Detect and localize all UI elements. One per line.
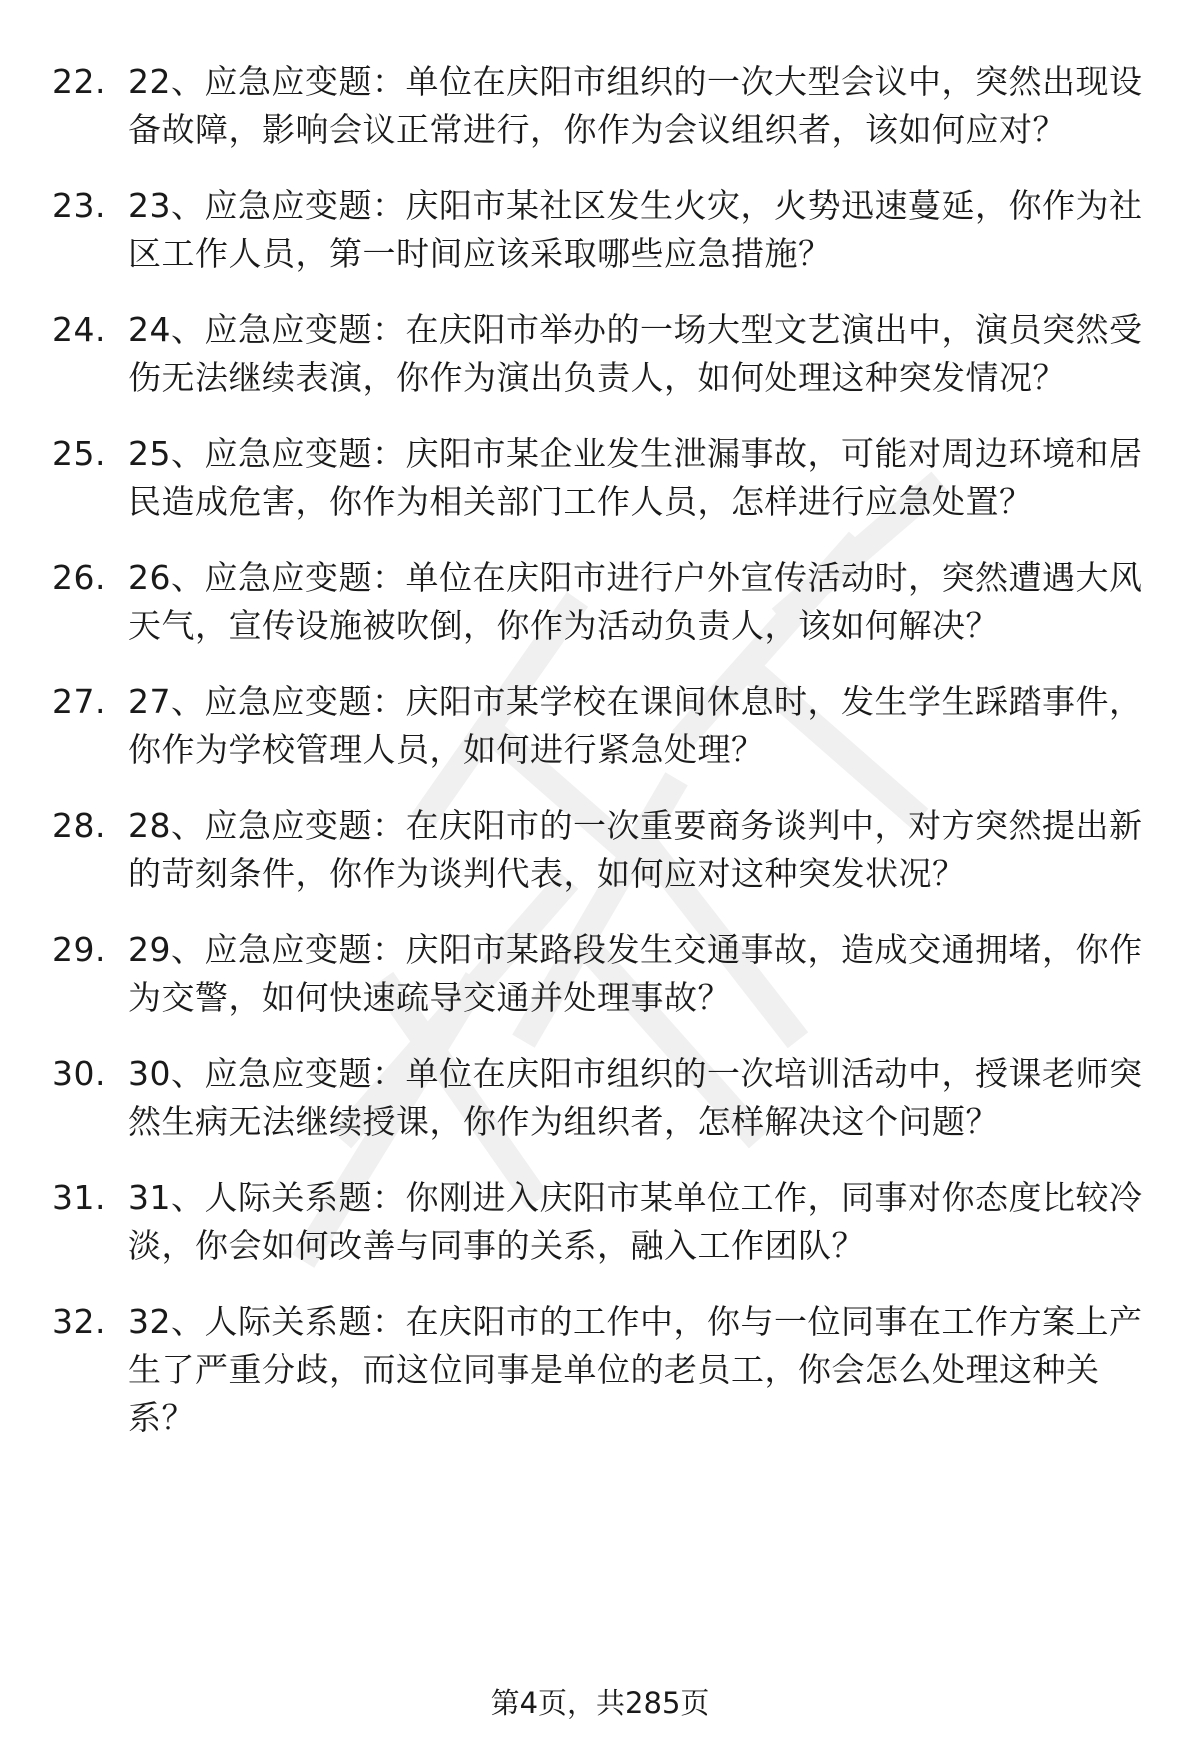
question-text: 31、人际关系题：你刚进入庆阳市某单位工作，同事对你态度比较冷淡，你会如何改善与同事的关系，融入工作团队？	[128, 1178, 1143, 1265]
question-number: 23.	[52, 186, 106, 225]
question-item	[0, 678, 1200, 774]
question-text: 27、应急应变题：庆阳市某学校在课间休息时，发生学生踩踏事件，你作为学校管理人员，如何进行紧急处理？	[128, 682, 1143, 769]
page-number-footer: 第4页，共285页	[490, 1686, 710, 1720]
question-item	[0, 1050, 1200, 1146]
question-number: 29.	[52, 930, 106, 969]
question-item	[0, 554, 1200, 650]
question-number: 32.	[52, 1302, 106, 1341]
question-number: 31.	[52, 1178, 106, 1217]
question-number: 28.	[52, 806, 106, 845]
question-item	[0, 802, 1200, 898]
question-item	[0, 58, 1200, 154]
question-text: 32、人际关系题：在庆阳市的工作中，你与一位同事在工作方案上产生了严重分歧，而这位同事是单位的老员工，你会怎么处理这种关系？	[128, 1302, 1143, 1437]
question-list	[0, 58, 1200, 1470]
question-text: 24、应急应变题：在庆阳市举办的一场大型文艺演出中，演员突然受伤无法继续表演，你作为演出负责人，如何处理这种突发情况？	[128, 310, 1143, 397]
question-item	[0, 182, 1200, 278]
question-text: 25、应急应变题：庆阳市某企业发生泄漏事故，可能对周边环境和居民造成危害，你作为相关部门工作人员，怎样进行应急处置？	[128, 434, 1143, 521]
question-item	[0, 1174, 1200, 1270]
question-number: 22.	[52, 62, 106, 101]
question-number: 24.	[52, 310, 106, 349]
question-text: 26、应急应变题：单位在庆阳市进行户外宣传活动时，突然遭遇大风天气，宣传设施被吹倒，你作为活动负责人，该如何解决？	[128, 558, 1143, 645]
question-text: 28、应急应变题：在庆阳市的一次重要商务谈判中，对方突然提出新的苛刻条件，你作为谈判代表，如何应对这种突发状况？	[128, 806, 1143, 893]
question-item	[0, 430, 1200, 526]
question-item	[0, 926, 1200, 1022]
question-text: 30、应急应变题：单位在庆阳市组织的一次培训活动中，授课老师突然生病无法继续授课，你作为组织者，怎样解决这个问题？	[128, 1054, 1143, 1141]
question-item	[0, 1298, 1200, 1442]
question-number: 27.	[52, 682, 106, 721]
question-text: 29、应急应变题：庆阳市某路段发生交通事故，造成交通拥堵，你作为交警，如何快速疏导交通并处理事故？	[128, 930, 1143, 1017]
question-item	[0, 306, 1200, 402]
question-number: 30.	[52, 1054, 106, 1093]
question-number: 25.	[52, 434, 106, 473]
question-number: 26.	[52, 558, 106, 597]
question-text: 22、应急应变题：单位在庆阳市组织的一次大型会议中，突然出现设备故障，影响会议正常进行，你作为会议组织者，该如何应对？	[128, 62, 1143, 149]
question-text: 23、应急应变题：庆阳市某社区发生火灾，火势迅速蔓延，你作为社区工作人员，第一时间应该采取哪些应急措施？	[128, 186, 1143, 273]
